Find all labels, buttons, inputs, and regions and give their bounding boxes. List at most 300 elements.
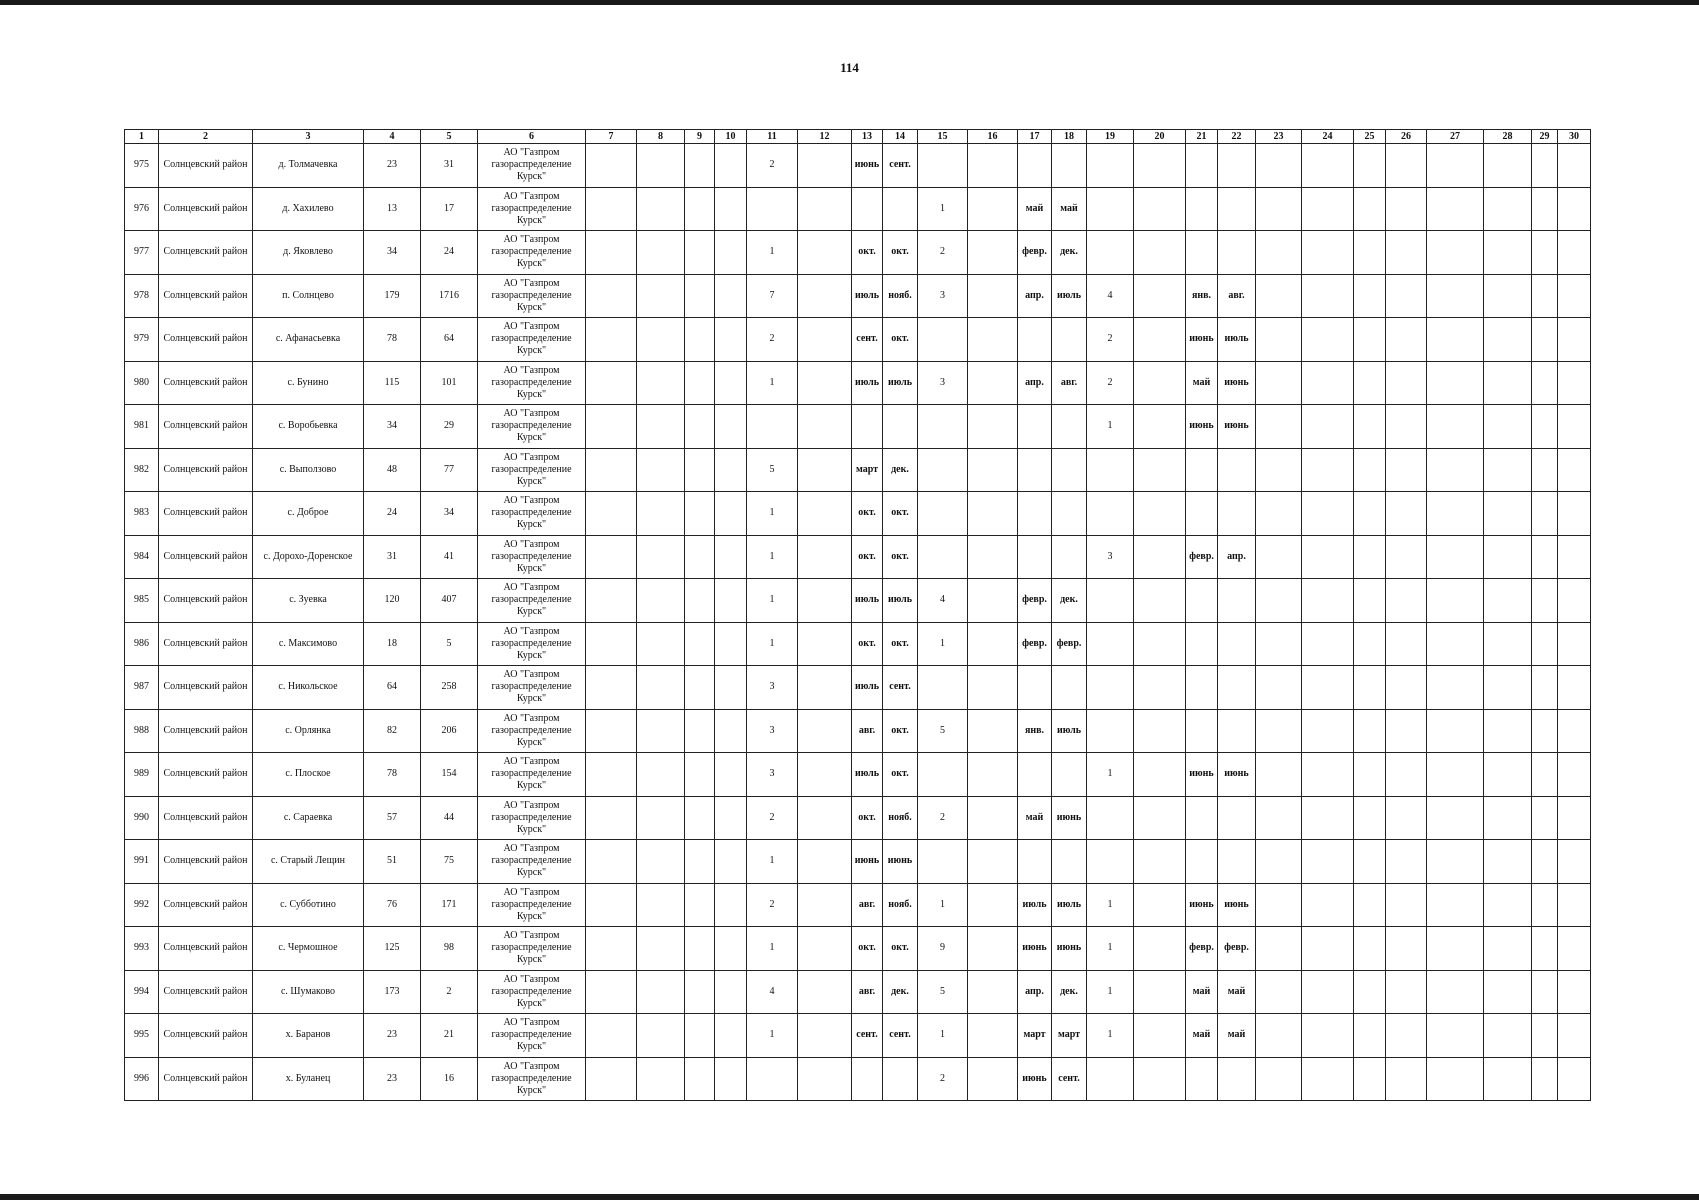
empty-cell — [715, 1014, 747, 1058]
table-row — [125, 753, 1591, 797]
cell-id: 979 — [125, 318, 159, 362]
empty-cell — [798, 753, 852, 797]
empty-cell — [1427, 361, 1484, 405]
empty-cell — [586, 579, 637, 623]
cell-c21: май — [1186, 361, 1218, 405]
cell-place: д. Яковлево — [253, 231, 364, 275]
organization-cell: АО "Газпром газораспределение Курск" — [478, 840, 586, 884]
empty-cell — [1302, 231, 1354, 275]
empty-cell — [637, 927, 685, 971]
cell-c14 — [883, 1057, 918, 1101]
table-row — [125, 144, 1591, 188]
cell-c17 — [1018, 492, 1052, 536]
cell-c15: 3 — [918, 274, 968, 318]
empty-cell — [968, 1057, 1018, 1101]
cell-c4: 48 — [364, 448, 421, 492]
empty-cell — [1256, 1014, 1302, 1058]
empty-cell — [1427, 187, 1484, 231]
cell-c18 — [1052, 318, 1087, 362]
empty-cell — [1386, 274, 1427, 318]
column-header-9: 9 — [685, 130, 715, 144]
empty-cell — [798, 405, 852, 449]
cell-c11: 1 — [747, 840, 798, 884]
empty-cell — [1302, 405, 1354, 449]
cell-c4: 57 — [364, 796, 421, 840]
cell-c13: июнь — [852, 840, 883, 884]
cell-c18: сент. — [1052, 1057, 1087, 1101]
cell-c22 — [1218, 231, 1256, 275]
cell-c14: дек. — [883, 448, 918, 492]
empty-cell — [1558, 579, 1591, 623]
cell-id: 992 — [125, 883, 159, 927]
empty-cell — [968, 187, 1018, 231]
cell-c13: июль — [852, 579, 883, 623]
organization-cell: АО "Газпром газораспределение Курск" — [478, 274, 586, 318]
empty-cell — [637, 1014, 685, 1058]
empty-cell — [798, 274, 852, 318]
cell-c5: 16 — [421, 1057, 478, 1101]
cell-c13: июль — [852, 361, 883, 405]
cell-c4: 120 — [364, 579, 421, 623]
empty-cell — [798, 492, 852, 536]
cell-c5: 64 — [421, 318, 478, 362]
empty-cell — [798, 796, 852, 840]
empty-cell — [1302, 579, 1354, 623]
empty-cell — [715, 1057, 747, 1101]
cell-c5: 101 — [421, 361, 478, 405]
empty-cell — [715, 448, 747, 492]
cell-c17 — [1018, 535, 1052, 579]
empty-cell — [1484, 231, 1532, 275]
column-header-16: 16 — [968, 130, 1018, 144]
empty-cell — [1354, 318, 1386, 362]
empty-cell — [1484, 709, 1532, 753]
empty-cell — [1134, 709, 1186, 753]
cell-c15: 1 — [918, 1014, 968, 1058]
empty-cell — [637, 318, 685, 362]
empty-cell — [1558, 840, 1591, 884]
empty-cell — [968, 840, 1018, 884]
empty-cell — [1532, 231, 1558, 275]
empty-cell — [1256, 231, 1302, 275]
cell-c17: апр. — [1018, 274, 1052, 318]
empty-cell — [1386, 709, 1427, 753]
empty-cell — [1484, 1057, 1532, 1101]
column-header-29: 29 — [1532, 130, 1558, 144]
cell-c19 — [1087, 796, 1134, 840]
column-header-8: 8 — [637, 130, 685, 144]
empty-cell — [637, 405, 685, 449]
cell-c11 — [747, 1057, 798, 1101]
cell-c11: 7 — [747, 274, 798, 318]
empty-cell — [1134, 274, 1186, 318]
empty-cell — [1134, 666, 1186, 710]
cell-c11: 1 — [747, 231, 798, 275]
organization-cell: АО "Газпром газораспределение Курск" — [478, 753, 586, 797]
empty-cell — [1256, 187, 1302, 231]
cell-c22 — [1218, 448, 1256, 492]
empty-cell — [685, 709, 715, 753]
empty-cell — [1558, 144, 1591, 188]
empty-cell — [798, 622, 852, 666]
empty-cell — [1354, 840, 1386, 884]
empty-cell — [685, 666, 715, 710]
cell-c5: 98 — [421, 927, 478, 971]
empty-cell — [968, 622, 1018, 666]
cell-c5: 34 — [421, 492, 478, 536]
organization-cell: АО "Газпром газораспределение Курск" — [478, 796, 586, 840]
empty-cell — [798, 231, 852, 275]
cell-c22: май — [1218, 970, 1256, 1014]
empty-cell — [715, 361, 747, 405]
cell-id: 977 — [125, 231, 159, 275]
empty-cell — [1532, 318, 1558, 362]
empty-cell — [586, 144, 637, 188]
empty-cell — [798, 927, 852, 971]
empty-cell — [1302, 927, 1354, 971]
empty-cell — [586, 927, 637, 971]
cell-c18 — [1052, 535, 1087, 579]
empty-cell — [1302, 274, 1354, 318]
cell-c18: май — [1052, 187, 1087, 231]
empty-cell — [1354, 274, 1386, 318]
cell-c15: 9 — [918, 927, 968, 971]
cell-c11: 3 — [747, 666, 798, 710]
cell-c5: 77 — [421, 448, 478, 492]
cell-c21 — [1186, 622, 1218, 666]
cell-id: 994 — [125, 970, 159, 1014]
empty-cell — [1134, 535, 1186, 579]
empty-cell — [798, 187, 852, 231]
empty-cell — [1484, 970, 1532, 1014]
empty-cell — [1532, 1057, 1558, 1101]
cell-c13: окт. — [852, 231, 883, 275]
cell-c11: 1 — [747, 1014, 798, 1058]
table-row — [125, 579, 1591, 623]
cell-place: д. Хахилево — [253, 187, 364, 231]
cell-c21: май — [1186, 970, 1218, 1014]
empty-cell — [1427, 144, 1484, 188]
cell-c13: окт. — [852, 927, 883, 971]
cell-c5: 29 — [421, 405, 478, 449]
empty-cell — [1354, 883, 1386, 927]
cell-c15: 1 — [918, 187, 968, 231]
empty-cell — [1302, 666, 1354, 710]
empty-cell — [1256, 274, 1302, 318]
empty-cell — [1354, 535, 1386, 579]
cell-c5: 75 — [421, 840, 478, 884]
cell-c5: 2 — [421, 970, 478, 1014]
cell-c17 — [1018, 666, 1052, 710]
cell-id: 991 — [125, 840, 159, 884]
empty-cell — [1427, 535, 1484, 579]
empty-cell — [968, 1014, 1018, 1058]
column-header-11: 11 — [747, 130, 798, 144]
cell-id: 988 — [125, 709, 159, 753]
empty-cell — [968, 492, 1018, 536]
empty-cell — [1302, 318, 1354, 362]
cell-place: с. Никольское — [253, 666, 364, 710]
empty-cell — [1386, 448, 1427, 492]
empty-cell — [715, 144, 747, 188]
empty-cell — [1386, 1014, 1427, 1058]
cell-c17: апр. — [1018, 361, 1052, 405]
empty-cell — [1302, 187, 1354, 231]
organization-cell: АО "Газпром газораспределение Курск" — [478, 927, 586, 971]
cell-c22: июнь — [1218, 883, 1256, 927]
empty-cell — [637, 579, 685, 623]
cell-place: с. Чермошное — [253, 927, 364, 971]
column-header-5: 5 — [421, 130, 478, 144]
cell-c14: окт. — [883, 318, 918, 362]
cell-c21 — [1186, 448, 1218, 492]
empty-cell — [1302, 144, 1354, 188]
table-row — [125, 187, 1591, 231]
cell-c14 — [883, 405, 918, 449]
empty-cell — [1532, 970, 1558, 1014]
empty-cell — [1256, 318, 1302, 362]
empty-cell — [637, 622, 685, 666]
empty-cell — [637, 709, 685, 753]
cell-c5: 31 — [421, 144, 478, 188]
empty-cell — [1134, 1057, 1186, 1101]
empty-cell — [1134, 970, 1186, 1014]
empty-cell — [1532, 274, 1558, 318]
empty-cell — [685, 187, 715, 231]
cell-c22 — [1218, 1057, 1256, 1101]
empty-cell — [1427, 927, 1484, 971]
empty-cell — [715, 796, 747, 840]
cell-c21 — [1186, 492, 1218, 536]
cell-c5: 154 — [421, 753, 478, 797]
empty-cell — [1484, 927, 1532, 971]
page-number: 114 — [840, 60, 859, 75]
cell-place: с. Плоское — [253, 753, 364, 797]
cell-c18 — [1052, 753, 1087, 797]
empty-cell — [1532, 927, 1558, 971]
cell-c18 — [1052, 405, 1087, 449]
empty-cell — [1386, 840, 1427, 884]
cell-c4: 23 — [364, 1014, 421, 1058]
empty-cell — [1134, 492, 1186, 536]
empty-cell — [685, 361, 715, 405]
empty-cell — [1484, 840, 1532, 884]
empty-cell — [1484, 492, 1532, 536]
column-header-4: 4 — [364, 130, 421, 144]
district-cell: Солнцевский район — [159, 840, 253, 884]
organization-cell: АО "Газпром газораспределение Курск" — [478, 970, 586, 1014]
empty-cell — [715, 927, 747, 971]
cell-c19 — [1087, 231, 1134, 275]
empty-cell — [1532, 840, 1558, 884]
cell-place: с. Бунино — [253, 361, 364, 405]
district-cell: Солнцевский район — [159, 144, 253, 188]
empty-cell — [1484, 448, 1532, 492]
organization-cell: АО "Газпром газораспределение Курск" — [478, 666, 586, 710]
empty-cell — [1532, 535, 1558, 579]
cell-c11: 1 — [747, 361, 798, 405]
empty-cell — [586, 231, 637, 275]
empty-cell — [1354, 492, 1386, 536]
cell-c18: дек. — [1052, 231, 1087, 275]
top-border-rule — [0, 0, 1699, 5]
empty-cell — [1427, 405, 1484, 449]
empty-cell — [1256, 796, 1302, 840]
cell-c21 — [1186, 796, 1218, 840]
table-header — [125, 130, 1591, 144]
empty-cell — [1427, 666, 1484, 710]
empty-cell — [586, 1014, 637, 1058]
cell-c21 — [1186, 231, 1218, 275]
cell-c4: 23 — [364, 1057, 421, 1101]
gasification-schedule-table — [124, 129, 1591, 1101]
cell-id: 993 — [125, 927, 159, 971]
empty-cell — [715, 579, 747, 623]
cell-c5: 1716 — [421, 274, 478, 318]
cell-c21 — [1186, 709, 1218, 753]
empty-cell — [1558, 883, 1591, 927]
cell-c5: 206 — [421, 709, 478, 753]
cell-c13: окт. — [852, 622, 883, 666]
cell-c21: февр. — [1186, 535, 1218, 579]
empty-cell — [1484, 274, 1532, 318]
empty-cell — [968, 796, 1018, 840]
cell-c22: июль — [1218, 318, 1256, 362]
table-row — [125, 666, 1591, 710]
empty-cell — [1134, 361, 1186, 405]
empty-cell — [798, 361, 852, 405]
empty-cell — [637, 492, 685, 536]
empty-cell — [586, 753, 637, 797]
empty-cell — [1302, 622, 1354, 666]
cell-c11 — [747, 187, 798, 231]
district-cell: Солнцевский район — [159, 666, 253, 710]
cell-c5: 17 — [421, 187, 478, 231]
empty-cell — [968, 579, 1018, 623]
empty-cell — [968, 448, 1018, 492]
column-header-15: 15 — [918, 130, 968, 144]
cell-c5: 407 — [421, 579, 478, 623]
cell-c17: апр. — [1018, 970, 1052, 1014]
empty-cell — [1558, 448, 1591, 492]
district-cell: Солнцевский район — [159, 535, 253, 579]
empty-cell — [1558, 405, 1591, 449]
cell-c21: февр. — [1186, 927, 1218, 971]
empty-cell — [1386, 579, 1427, 623]
cell-c15 — [918, 448, 968, 492]
empty-cell — [1134, 796, 1186, 840]
table-row — [125, 274, 1591, 318]
cell-c15: 2 — [918, 1057, 968, 1101]
empty-cell — [637, 361, 685, 405]
column-header-10: 10 — [715, 130, 747, 144]
cell-c21: июнь — [1186, 753, 1218, 797]
cell-c11: 1 — [747, 927, 798, 971]
empty-cell — [685, 927, 715, 971]
empty-cell — [1558, 622, 1591, 666]
cell-c18: июнь — [1052, 927, 1087, 971]
cell-c21 — [1186, 144, 1218, 188]
column-header-28: 28 — [1484, 130, 1532, 144]
empty-cell — [637, 883, 685, 927]
empty-cell — [1256, 709, 1302, 753]
empty-cell — [637, 231, 685, 275]
empty-cell — [1302, 492, 1354, 536]
empty-cell — [715, 231, 747, 275]
cell-c18: авг. — [1052, 361, 1087, 405]
table-row — [125, 796, 1591, 840]
cell-c21 — [1186, 840, 1218, 884]
cell-place: п. Солнцево — [253, 274, 364, 318]
district-cell: Солнцевский район — [159, 883, 253, 927]
cell-c17 — [1018, 318, 1052, 362]
table-row — [125, 840, 1591, 884]
column-header-18: 18 — [1052, 130, 1087, 144]
column-header-27: 27 — [1427, 130, 1484, 144]
empty-cell — [637, 187, 685, 231]
column-header-17: 17 — [1018, 130, 1052, 144]
empty-cell — [1386, 231, 1427, 275]
empty-cell — [1134, 448, 1186, 492]
cell-c14: окт. — [883, 492, 918, 536]
empty-cell — [1484, 753, 1532, 797]
empty-cell — [968, 231, 1018, 275]
empty-cell — [1354, 970, 1386, 1014]
cell-c21 — [1186, 579, 1218, 623]
empty-cell — [1256, 622, 1302, 666]
empty-cell — [1134, 840, 1186, 884]
empty-cell — [1354, 361, 1386, 405]
empty-cell — [1256, 840, 1302, 884]
table-row — [125, 622, 1591, 666]
empty-cell — [637, 840, 685, 884]
empty-cell — [1256, 927, 1302, 971]
cell-c13: июль — [852, 753, 883, 797]
district-cell: Солнцевский район — [159, 753, 253, 797]
empty-cell — [586, 622, 637, 666]
cell-c19: 4 — [1087, 274, 1134, 318]
cell-c4: 34 — [364, 231, 421, 275]
district-cell: Солнцевский район — [159, 927, 253, 971]
cell-place: с. Сараевка — [253, 796, 364, 840]
empty-cell — [968, 405, 1018, 449]
empty-cell — [1386, 1057, 1427, 1101]
empty-cell — [1427, 840, 1484, 884]
cell-c17: май — [1018, 187, 1052, 231]
cell-c11: 4 — [747, 970, 798, 1014]
cell-c18 — [1052, 448, 1087, 492]
table-row — [125, 1014, 1591, 1058]
cell-c17: февр. — [1018, 622, 1052, 666]
empty-cell — [685, 883, 715, 927]
empty-cell — [586, 709, 637, 753]
empty-cell — [1427, 1057, 1484, 1101]
empty-cell — [1134, 579, 1186, 623]
cell-c22 — [1218, 796, 1256, 840]
empty-cell — [798, 579, 852, 623]
empty-cell — [1302, 1014, 1354, 1058]
empty-cell — [1354, 448, 1386, 492]
cell-c22: май — [1218, 1014, 1256, 1058]
cell-id: 996 — [125, 1057, 159, 1101]
cell-c11: 2 — [747, 144, 798, 188]
empty-cell — [1484, 405, 1532, 449]
empty-cell — [1354, 187, 1386, 231]
empty-cell — [1484, 796, 1532, 840]
empty-cell — [1484, 622, 1532, 666]
empty-cell — [1386, 187, 1427, 231]
cell-place: с. Старый Лещин — [253, 840, 364, 884]
